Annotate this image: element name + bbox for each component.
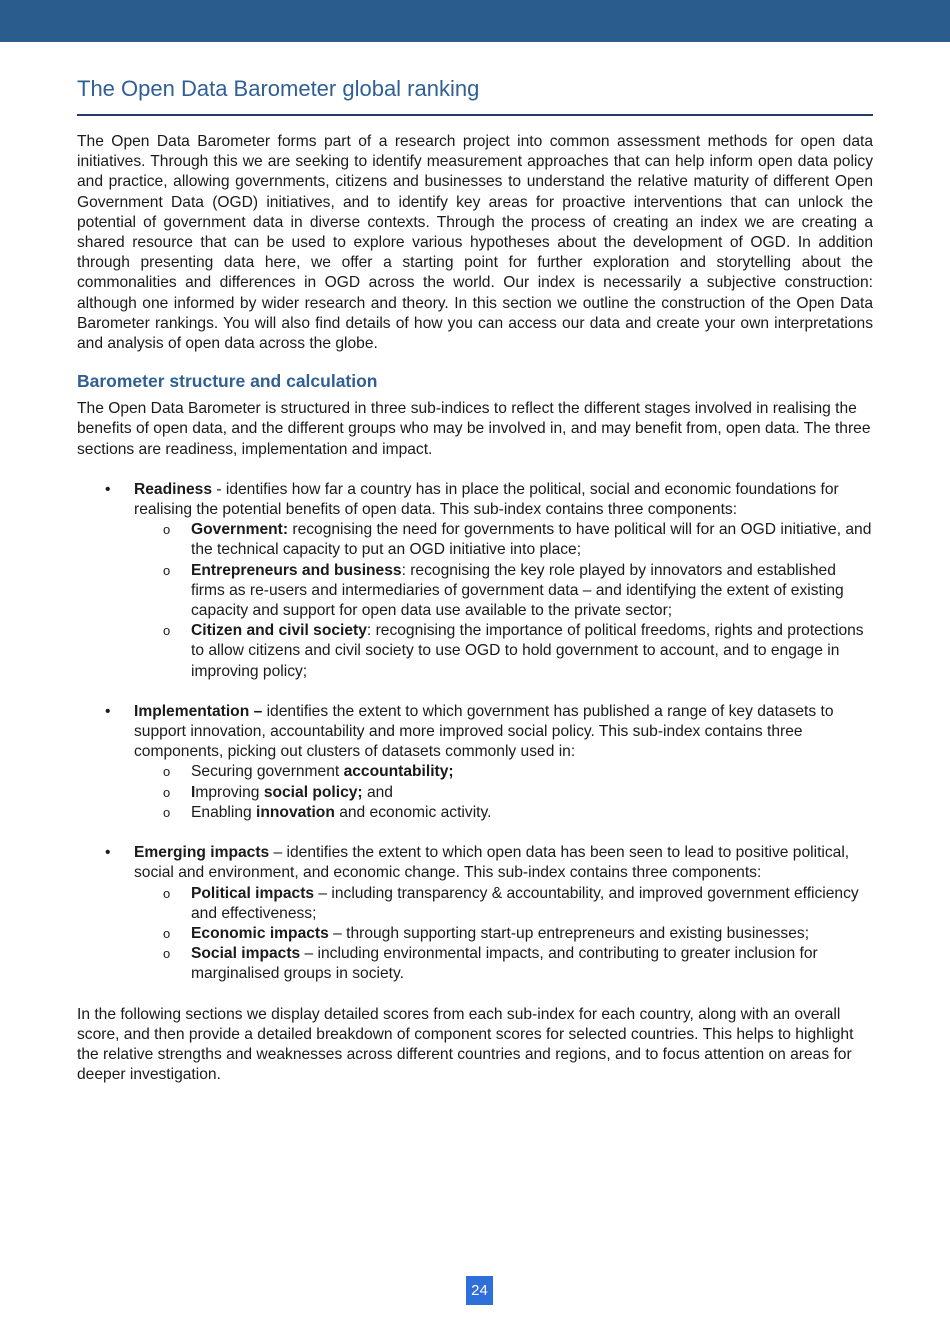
bullet-text: identifies the extent to which government has published a range of key datasets to support innovation, accountability and more improved social policy. This sub-index contains three components, picking out clusters of datasets commonly used in: bbox=[134, 702, 834, 761]
list-item-implementation bbox=[77, 702, 873, 823]
implementation-components bbox=[134, 762, 873, 823]
bullet-term: Emerging impacts bbox=[134, 844, 270, 862]
circle-bullet-icon: o bbox=[163, 623, 171, 639]
sub-tail: and bbox=[362, 783, 393, 801]
sub-term: innovation bbox=[256, 803, 335, 821]
sub-term: social policy; bbox=[263, 783, 363, 801]
sub-item-political-impacts bbox=[134, 884, 873, 924]
section-intro-paragraph: The Open Data Barometer is structured in three sub-indices to reflect the different stages involved in realising the benefits of open data, and the different groups who may be involved in, and may benefit from, open data. The three sections are readiness, implementation and impact. bbox=[77, 400, 871, 458]
sub-text: – through supporting start-up entrepreneurs and existing businesses; bbox=[328, 924, 810, 942]
circle-bullet-icon: o bbox=[163, 925, 171, 941]
circle-bullet-icon: o bbox=[163, 562, 171, 578]
bullet-icon: • bbox=[105, 480, 111, 498]
sub-term: Entrepreneurs and business bbox=[191, 561, 402, 579]
page-number-badge: 24 bbox=[466, 1276, 493, 1305]
sub-item-government bbox=[134, 520, 873, 560]
sub-item-entrepreneurs bbox=[134, 561, 873, 622]
circle-bullet-icon: o bbox=[163, 522, 171, 538]
sub-item-innovation bbox=[134, 803, 873, 823]
circle-bullet-icon: o bbox=[163, 885, 171, 901]
sub-initial: I bbox=[191, 783, 196, 801]
sub-index-list bbox=[77, 480, 873, 985]
bullet-text: - identifies how far a country has in place the political, social and economic foundations for realising the potential benefits of open data. This sub-index contains three components: bbox=[134, 480, 839, 519]
sub-prefix: Securing government bbox=[191, 763, 344, 781]
sub-item-social-policy bbox=[134, 783, 873, 803]
intro-paragraph: The Open Data Barometer forms part of a research project into common assessment methods for open data initiatives. Through this we are seeking to identify measurement approaches that can help inform open data policy and practice, allowing governments, citizens and businesses to understand the relative maturity of different Open Government Data (OGD) initiatives, and to identify key areas for proactive interventions that can unlock the potential of government data in diverse contexts. Through the process of creating an index we are creating a shared resource that can be used to explore various hypotheses about the development of OGD. In addition through presenting data here, we offer a starting point for further exploration and storytelling about the commonalities and differences in OGD across the world. Our index is necessarily a subjective construction: although one informed by wider research and theory. In this section we outline the construction of the Open Data Barometer rankings. You will also find details of how you can access our data and create your own interpretations and analysis of open data across the globe. bbox=[77, 133, 873, 353]
sub-term: Government: bbox=[191, 521, 289, 539]
page-title: The Open Data Barometer global ranking bbox=[77, 74, 873, 116]
page-content bbox=[77, 74, 873, 1085]
sub-term: accountability; bbox=[343, 763, 454, 781]
sub-term: Political impacts bbox=[191, 884, 315, 902]
bullet-text: – identifies the extent to which open data has been seen to lead to positive political, social and environment, and economic change. This sub-index contains three components: bbox=[134, 844, 850, 882]
circle-bullet-icon: o bbox=[163, 946, 171, 962]
sub-text: : recognising the key role played by innovators and established firms as re-users and intermediaries of government data – and identifying the extent of existing capacity and support for open data use available to the private sector; bbox=[191, 561, 844, 620]
circle-bullet-icon: o bbox=[163, 804, 171, 820]
bullet-term: Implementation – bbox=[134, 702, 263, 720]
sub-term: Economic impacts bbox=[191, 924, 329, 942]
sub-text: : recognising the importance of political freedoms, rights and protections to allow citizens and civil society to use OGD to hold government to account, and to engage in improving policy; bbox=[191, 622, 864, 680]
sub-term: Citizen and civil society bbox=[191, 622, 367, 640]
readiness-components bbox=[134, 520, 873, 682]
closing-paragraph: In the following sections we display detailed scores from each sub-index for each country, along with an overall score, and then provide a detailed breakdown of component scores for selected countries. This helps to highlight the relative strengths and weaknesses across different countries and regions, and to focus attention on areas for deeper investigation. bbox=[77, 1005, 854, 1084]
header-bar bbox=[0, 0, 950, 42]
sub-term: Social impacts bbox=[191, 945, 301, 963]
sub-text: and economic activity. bbox=[334, 803, 492, 821]
sub-item-accountability bbox=[134, 762, 873, 782]
circle-bullet-icon: o bbox=[163, 764, 171, 780]
bullet-icon: • bbox=[105, 702, 111, 720]
sub-text: – including environmental impacts, and contributing to greater inclusion for marginalised groups in society. bbox=[191, 945, 818, 983]
sub-item-citizen bbox=[134, 621, 873, 682]
sub-text: mproving bbox=[195, 783, 264, 801]
section-heading: Barometer structure and calculation bbox=[77, 371, 378, 392]
list-item-emerging-impacts bbox=[77, 843, 873, 984]
impact-components bbox=[134, 884, 873, 985]
sub-text: recognising the need for governments to have political will for an OGD initiative, and the technical capacity to put an OGD initiative into place; bbox=[191, 521, 872, 559]
sub-item-economic-impacts bbox=[134, 924, 873, 944]
sub-item-social-impacts bbox=[134, 944, 873, 984]
circle-bullet-icon: o bbox=[163, 784, 171, 800]
sub-text: – including transparency & accountability, and improved government efficiency and effectiveness; bbox=[191, 884, 859, 922]
sub-prefix: Enabling bbox=[191, 803, 257, 821]
list-item-readiness bbox=[77, 480, 873, 682]
bullet-icon: • bbox=[105, 844, 111, 862]
bullet-term: Readiness bbox=[134, 480, 213, 498]
